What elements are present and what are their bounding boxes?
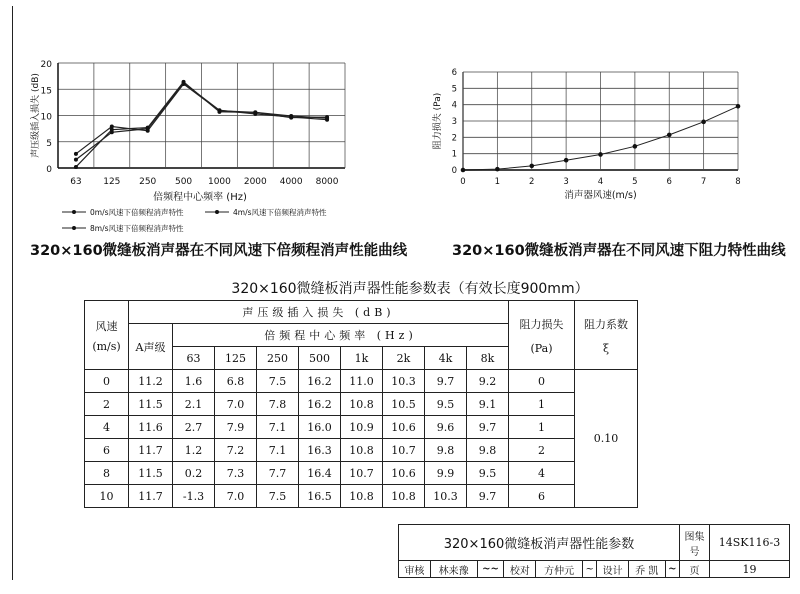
freq-cell: 16.4 xyxy=(299,462,341,485)
freq-cell: 9.6 xyxy=(425,416,467,439)
header-a-level: A声级 xyxy=(129,324,173,370)
y-axis-title: 声压级插入损失 (dB) xyxy=(31,73,41,158)
header-speed xyxy=(85,301,129,370)
legend-marker xyxy=(72,226,76,230)
data-point xyxy=(667,133,672,138)
header-freq-8k: 8k xyxy=(467,347,509,370)
header-freq-63: 63 xyxy=(173,347,215,370)
freq-cell: 9.7 xyxy=(425,370,467,393)
check-label: 校对 xyxy=(504,561,536,578)
freq-cell: 7.1 xyxy=(257,416,299,439)
freq-cell: 10.7 xyxy=(383,439,425,462)
y-tick-label: 6 xyxy=(451,68,457,78)
header-coefficient xyxy=(575,301,638,370)
freq-cell: 7.1 xyxy=(257,439,299,462)
freq-cell: 6.8 xyxy=(215,370,257,393)
freq-cell: 10.5 xyxy=(383,393,425,416)
page-label: 页 xyxy=(680,561,710,578)
resistance-chart xyxy=(420,0,780,210)
x-tick-label: 4 xyxy=(597,177,604,187)
data-point xyxy=(529,164,534,169)
freq-cell: 10.8 xyxy=(341,439,383,462)
freq-cell: 16.2 xyxy=(299,393,341,416)
table-row xyxy=(85,462,638,485)
data-point xyxy=(461,168,466,173)
x-tick-label: 500 xyxy=(174,177,193,187)
y-tick-label: 2 xyxy=(451,133,457,144)
table-row xyxy=(85,416,638,439)
freq-cell: 10.6 xyxy=(383,416,425,439)
title-block xyxy=(398,524,790,578)
a-level-cell: 11.7 xyxy=(129,439,173,462)
octave-chart-caption: 320×160微缝板消声器在不同风速下倍频程消声性能曲线 xyxy=(30,243,408,259)
freq-cell: 9.8 xyxy=(467,439,509,462)
freq-cell: 7.5 xyxy=(257,370,299,393)
y-tick-label: 3 xyxy=(451,117,457,127)
x-axis-title: 倍频程中心频率 (Hz) xyxy=(153,192,247,203)
performance-table xyxy=(84,300,638,508)
x-tick-label: 8 xyxy=(735,177,741,187)
design-label: 设计 xyxy=(597,561,629,578)
data-point xyxy=(110,128,114,132)
data-point xyxy=(325,116,329,120)
resistance-chart-caption: 320×160微缝板消声器在不同风速下阻力特性曲线 xyxy=(452,243,786,259)
data-point xyxy=(253,110,257,114)
header-freq-1k: 1k xyxy=(341,347,383,370)
data-point xyxy=(495,167,500,172)
freq-cell: 7.5 xyxy=(257,485,299,508)
a-level-cell: 11.2 xyxy=(129,370,173,393)
review-label: 审核 xyxy=(399,561,431,578)
x-tick-label: 2 xyxy=(529,177,535,187)
speed-cell: 10 xyxy=(85,485,129,508)
freq-cell: 9.5 xyxy=(467,462,509,485)
header-freq-2k: 2k xyxy=(383,347,425,370)
checker-name: 方仲元 xyxy=(536,561,583,578)
legend-marker xyxy=(215,210,219,214)
freq-cell: 9.2 xyxy=(467,370,509,393)
checker-signature: ~ xyxy=(583,561,597,578)
header-freq-250: 250 xyxy=(257,347,299,370)
data-point xyxy=(289,114,293,118)
table-title: 320×160微缝板消声器性能参数表（有效长度900mm） xyxy=(231,281,589,297)
data-point xyxy=(564,158,569,163)
freq-cell: -1.3 xyxy=(173,485,215,508)
data-point xyxy=(217,110,221,114)
x-tick-label: 6 xyxy=(666,177,672,187)
speed-cell: 4 xyxy=(85,416,129,439)
header-coefficient-label: 阻力系数 xyxy=(584,317,628,331)
resistance-cell: 6 xyxy=(509,485,575,508)
x-tick-label: 1000 xyxy=(207,177,231,187)
drawing-title: 320×160微缝板消声器性能参数 xyxy=(399,525,680,561)
freq-cell: 9.7 xyxy=(467,485,509,508)
table-row xyxy=(85,485,638,508)
freq-cell: 10.8 xyxy=(341,485,383,508)
data-point xyxy=(146,126,150,130)
a-level-cell: 11.6 xyxy=(129,416,173,439)
y-tick-label: 1 xyxy=(451,149,457,160)
y-tick-label: 15 xyxy=(40,86,52,97)
freq-cell: 9.8 xyxy=(425,439,467,462)
x-tick-label: 2000 xyxy=(243,177,267,187)
x-tick-label: 3 xyxy=(563,177,569,187)
header-freq-500: 500 xyxy=(299,347,341,370)
freq-cell: 16.5 xyxy=(299,485,341,508)
freq-cell: 10.8 xyxy=(341,393,383,416)
freq-cell: 7.7 xyxy=(257,462,299,485)
speed-cell: 8 xyxy=(85,462,129,485)
freq-cell: 11.0 xyxy=(341,370,383,393)
x-tick-label: 125 xyxy=(103,177,121,187)
freq-cell: 10.3 xyxy=(425,485,467,508)
y-axis-title: 阻力损失 (Pa) xyxy=(433,92,443,150)
coefficient-cell: 0.10 xyxy=(575,370,638,508)
data-point xyxy=(701,120,706,125)
freq-cell: 9.1 xyxy=(467,393,509,416)
freq-cell: 16.2 xyxy=(299,370,341,393)
atlas-label: 图集号 xyxy=(680,525,710,561)
data-point xyxy=(598,152,603,157)
speed-cell: 2 xyxy=(85,393,129,416)
freq-cell: 9.5 xyxy=(425,393,467,416)
resistance-cell: 4 xyxy=(509,462,575,485)
header-resistance xyxy=(509,301,575,370)
freq-cell: 10.8 xyxy=(383,485,425,508)
a-level-cell: 11.5 xyxy=(129,393,173,416)
y-tick-label: 10 xyxy=(40,112,52,123)
a-level-cell: 11.7 xyxy=(129,485,173,508)
data-point xyxy=(74,152,78,156)
x-axis-title: 消声器风速(m/s) xyxy=(564,190,637,201)
x-tick-label: 5 xyxy=(632,177,638,187)
y-tick-label: 0 xyxy=(46,165,52,175)
freq-cell: 16.3 xyxy=(299,439,341,462)
freq-cell: 7.8 xyxy=(257,393,299,416)
x-tick-label: 4000 xyxy=(279,177,303,187)
a-level-cell: 11.5 xyxy=(129,462,173,485)
page-number: 19 xyxy=(710,561,790,578)
x-tick-label: 0 xyxy=(460,177,466,187)
resistance-cell: 0 xyxy=(509,370,575,393)
x-tick-label: 63 xyxy=(70,177,82,187)
x-tick-label: 7 xyxy=(700,177,707,187)
data-point xyxy=(633,144,638,149)
freq-cell: 10.9 xyxy=(341,416,383,439)
y-tick-label: 5 xyxy=(46,138,52,149)
freq-cell: 1.6 xyxy=(173,370,215,393)
resistance-cell: 1 xyxy=(509,416,575,439)
x-tick-label: 1 xyxy=(494,177,501,187)
header-speed-label: 风速 xyxy=(95,319,118,333)
y-tick-label: 4 xyxy=(451,100,457,111)
designer-signature: ~ xyxy=(665,561,679,578)
freq-cell: 7.0 xyxy=(215,393,257,416)
freq-cell: 16.0 xyxy=(299,416,341,439)
speed-cell: 0 xyxy=(85,370,129,393)
header-freq: 倍频程中心频率 (Hz) xyxy=(173,324,509,347)
x-tick-label: 250 xyxy=(139,177,157,187)
legend-label: 8m/s风速下倍频程消声特性 xyxy=(90,224,184,233)
freq-cell: 1.2 xyxy=(173,439,215,462)
reviewer-signature: ~~ xyxy=(477,561,504,578)
header-resistance-unit: (Pa) xyxy=(530,341,553,355)
freq-cell: 10.3 xyxy=(383,370,425,393)
legend-label: 4m/s风速下倍频程消声特性 xyxy=(233,208,327,217)
freq-cell: 7.0 xyxy=(215,485,257,508)
freq-cell: 10.6 xyxy=(383,462,425,485)
octave-chart xyxy=(0,0,400,240)
legend-label: 0m/s风速下倍频程消声特性 xyxy=(90,208,184,217)
freq-cell: 9.7 xyxy=(467,416,509,439)
freq-cell: 7.9 xyxy=(215,416,257,439)
header-resistance-label: 阻力损失 xyxy=(519,317,564,331)
table-row xyxy=(85,370,638,393)
reviewer-name: 林来豫 xyxy=(430,561,477,578)
freq-cell: 2.1 xyxy=(173,393,215,416)
freq-cell: 9.9 xyxy=(425,462,467,485)
header-freq-4k: 4k xyxy=(425,347,467,370)
data-point xyxy=(74,158,78,162)
data-point xyxy=(736,104,741,109)
freq-cell: 10.7 xyxy=(341,462,383,485)
freq-cell: 2.7 xyxy=(173,416,215,439)
speed-cell: 6 xyxy=(85,439,129,462)
freq-cell: 0.2 xyxy=(173,462,215,485)
table-row xyxy=(85,439,638,462)
y-tick-label: 0 xyxy=(451,166,457,176)
freq-cell: 7.3 xyxy=(215,462,257,485)
resistance-cell: 1 xyxy=(509,393,575,416)
resistance-cell: 2 xyxy=(509,439,575,462)
designer-name: 乔 凯 xyxy=(629,561,666,578)
data-point xyxy=(74,165,78,169)
y-tick-label: 20 xyxy=(40,60,52,70)
legend-marker xyxy=(72,210,76,214)
data-point xyxy=(182,80,186,84)
table-row xyxy=(85,393,638,416)
header-freq-125: 125 xyxy=(215,347,257,370)
header-speed-unit: (m/s) xyxy=(92,339,121,353)
freq-cell: 7.2 xyxy=(215,439,257,462)
header-coefficient-symbol: ξ xyxy=(602,341,610,355)
header-spl: 声压级插入损失 (dB) xyxy=(129,301,509,324)
atlas-number: 14SK116-3 xyxy=(710,525,790,561)
x-tick-label: 8000 xyxy=(315,177,339,187)
y-tick-label: 5 xyxy=(451,84,457,95)
